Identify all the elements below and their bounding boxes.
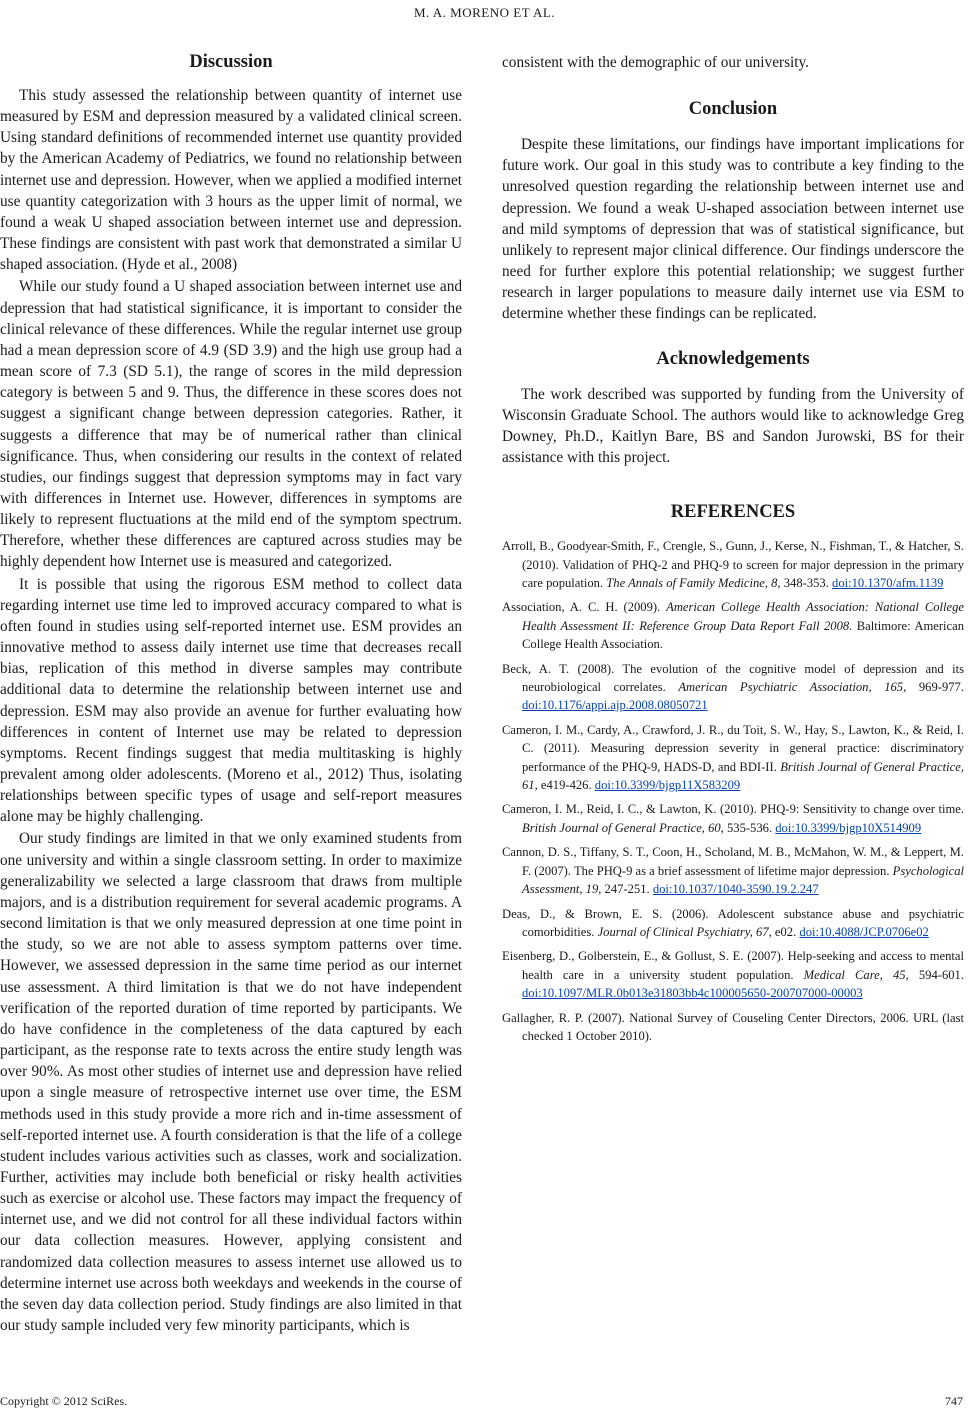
reference-journal: British Journal of General Practice, 60,	[522, 820, 724, 835]
discussion-paragraph: Our study findings are limited in that we only examined students from one university and within a single classroom setting. In order to maximize generalizability we selected a large classroom that draws from multiple majors, and is a distribution requirement for several academic programs. A second limitation is that we only measured depression at one time point in the study, so we are not able to assess symptom patterns over time. However, we assessed depression in the same time period as our internet use assessment. A third limitation is that we do not have independent verification of the reported duration of time reported by participants. We do have confidence in the completeness of the data captured by each participant, as the response rate to texts across the entire study length was over 90%. As most other studies of internet use and depression have relied upon a single measure of retrospective internet use over time, the ESM methods used in this study provide a more rich and in-time assessment of self-reported internet use. A fourth consideration is that the life of a college student includes various activities such as classes, work and socialization. Further, activities may include both beneficial or risky health activities such as exercise or alcohol use. These factors may impact the frequency of internet use, and we did not control for all these individual factors within our data collection measures. However, applying consistent and randomized data collection measures to assess internet use allowed us to determine internet use across both weekdays and weekends in the course of the seven day data collection period. Study findings are also limited in that our study sample included very few minority participants, which is	[0, 830, 462, 1335]
reference-entry	[502, 721, 964, 795]
references-heading: REFERENCES	[670, 502, 796, 523]
reference-text: Cannon, D. S., Tiffany, S. T., Coon, H., Scholand, M. B., McMahon, W. M., & Leppert, M. F. (2007). The PHQ-9 as a brief assessment of lifetime major depression.	[502, 845, 964, 878]
reference-text: 348-353.	[780, 576, 833, 590]
reference-text: e02.	[771, 924, 800, 939]
reference-entry	[502, 660, 964, 715]
discussion-paragraph-continued: consistent with the demographic of our university.	[502, 54, 810, 71]
reference-text: 535-536.	[723, 820, 776, 835]
copyright-notice: Copyright © 2012 SciRes.	[0, 1394, 128, 1408]
reference-text: 969-977.	[906, 680, 964, 695]
reference-journal: The Annals of Family Medicine, 8,	[606, 576, 781, 590]
acknowledgements-paragraph: The work described was supported by funding from the University of Wisconsin Graduate School. The authors would like to acknowledge Greg Downey, Ph.D., Kaitlyn Bare, BS and Sandon Jurowski, BS for their assistance with this project.	[502, 385, 964, 467]
reference-text: Eisenberg, D., Golberstein, E., & Gollust, S. E. (2007). Help-seeking and access to mental health care in a university student population.	[502, 949, 964, 982]
reference-text: Cameron, I. M., Reid, I. C., & Lawton, K. (2010). PHQ-9: Sensitivity to change over time.	[502, 802, 964, 817]
doi-link[interactable]: doi:10.1037/1040-3590.19.2.247	[652, 882, 819, 897]
page-number: 747	[945, 1394, 963, 1408]
reference-text: Beck, A. T. (2008). The evolution of the cognitive model of depression and its neurobiological correlates.	[502, 661, 964, 695]
reference-text: Deas, D., & Brown, E. S. (2006). Adolescent substance abuse and psychiatric comorbidities.	[502, 906, 964, 939]
doi-link[interactable]: doi:10.1176/appi.ajp.2008.08050721	[522, 698, 708, 713]
reference-journal: British Journal of General Practice, 61,	[522, 759, 965, 793]
continued-text-spacer	[502, 52, 964, 73]
right-column	[502, 52, 964, 1051]
doi-link[interactable]: doi:10.1097/MLR.0b013e31803bb4c100005650-200707000-00003	[522, 986, 863, 1001]
reference-journal: Psychological Assessment, 19,	[522, 863, 964, 897]
doi-link[interactable]: doi:10.1370/afm.1139	[832, 576, 944, 590]
reference-text: 594-601.	[908, 967, 964, 982]
reference-journal: Medical Care, 45,	[803, 967, 909, 982]
discussion-paragraph: This study assessed the relationship between quantity of internet use measured by ESM and depression measured by a validated clinical screen. Using standard definitions of recommended internet use quantity provided by the American Academy of Pediatrics, we found no relationship between internet use and depression. However, when we applied a modified internet use quantity categorization with 3 hours as the upper limit of normal, we found a weak U shaped association between internet use and depression. These findings are consistent with past work that demonstrated a similar U shaped association. (Hyde et al., 2008)	[0, 87, 462, 274]
reference-text: Association, A. C. H. (2009).	[502, 600, 667, 615]
discussion-paragraph: It is possible that using the rigorous ESM method to collect data regarding internet use time led to improved accuracy compared to what is often found in studies using self-reported internet use. ESM provides an innovative method to assess daily internet use time that decreases recall bias, replication of this method in diverse samples may contribute additional data to determine the relationship between internet use and depression. ESM may also provide an avenue for further evaluating how differences in content of Internet use may be related to depression symptoms. Recent findings suggest that media multitasking is highly prevalent among older adolescents. (Moreno et al., 2012) Thus, isolating relationships between specific types of usage and self-report measures alone may be highly challenging.	[0, 575, 462, 826]
reference-text: Cameron, I. M., Cardy, A., Crawford, J. R., du Toit, S. W., Hay, S., Lawton, K., & Reid, I. C. (2011). Measuring depression severity in general practice: discriminatory performance of the PHQ-9, HADS-D, and BDI-II.	[502, 722, 964, 774]
doi-link[interactable]: doi:10.3399/bjgp10X514909	[775, 820, 922, 835]
reference-journal: American Psychiatric Association, 165,	[678, 680, 907, 695]
reference-entry	[502, 800, 964, 837]
reference-text: Gallagher, R. P. (2007). National Survey of Couseling Center Directors, 2006. URL (last checked 1 October 2010).	[502, 1010, 964, 1043]
reference-entry	[502, 598, 964, 653]
doi-link[interactable]: doi:10.4088/JCP.0706e02	[799, 924, 929, 939]
conclusion-heading: Conclusion	[688, 99, 778, 120]
reference-entry	[502, 537, 964, 592]
reference-text: Arroll, B., Goodyear-Smith, F., Crengle, S., Gunn, J., Kerse, N., Fishman, T., & Hatcher, S. (2010). Validation of PHQ-2 and PHQ-9 to screen for major depression in the primary care population.	[502, 539, 964, 590]
reference-entry	[502, 905, 964, 942]
reference-entry	[502, 947, 964, 1002]
reference-entry	[502, 1009, 964, 1046]
discussion-paragraph: While our study found a U shaped association between internet use and depression that had statistical significance, it is important to consider the clinical relevance of these differences. While the regular internet use group had a mean depression score of 4.9 (SD 3.9) and the high use group had a mean score of 7.3 (SD 5.1), the range of scores in the mild depression category is between 5 and 9. Thus, the difference in these scores does not suggest a significant change between depression categories. Rather, it suggests a difference that may be of numerical rather than clinical significance. Thus, when considering our results in the context of related studies, our findings suggest that depression symptoms may in fact vary with differences in Internet use. However, differences in symptoms are likely to represent fluctuations at the mild end of the symptom spectrum. Therefore, whether these differences are captured across studies may be highly dependent how Internet use is measured and categorized.	[0, 278, 462, 571]
left-column	[0, 52, 462, 1356]
conclusion-paragraph: Despite these limitations, our findings have important implications for future work. Our goal in this study was to contribute a key finding to the unresolved question regarding the relationship between internet use and depression. We found a weak U-shaped association between internet use and mild symptoms of depression that was of statistical significance, but unlikely to represent major clinical difference. Our findings underscore the need for further explore this potential relationship; we suggest further research in larger populations to measure daily internet use via ESM to determine whether these findings can be replicated.	[502, 136, 964, 323]
reference-text: 247-251.	[601, 882, 653, 897]
doi-link[interactable]: doi:10.3399/bjgp11X583209	[594, 778, 741, 793]
reference-journal: Journal of Clinical Psychiatry, 67,	[597, 924, 772, 939]
reference-entry	[502, 843, 964, 898]
reference-text: e419-426.	[537, 778, 595, 793]
discussion-heading: Discussion	[189, 52, 273, 72]
references-list	[502, 537, 964, 1045]
acknowledgements-heading: Acknowledgements	[656, 348, 810, 369]
reference-text: Baltimore: American College Health Association.	[522, 618, 964, 652]
running-head: M. A. MORENO ET AL.	[413, 5, 556, 20]
reference-journal: American College Health Association: National College Health Assessment II: Reference Group Data Report Fall 2008.	[522, 600, 964, 633]
